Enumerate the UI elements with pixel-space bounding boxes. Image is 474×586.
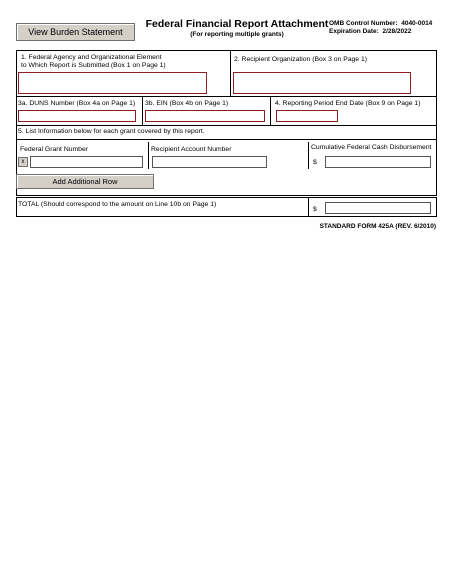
- ein-label: 3b. EIN (Box 4b on Page 1): [145, 100, 229, 107]
- agency-label-line2: to Which Report is Submitted (Box 1 on Page 1): [21, 62, 166, 69]
- column-header-grant-number: Federal Grant Number: [20, 146, 88, 153]
- recipient-org-label: 2. Recipient Organization (Box 3 on Page 1): [234, 56, 367, 63]
- total-amount-field[interactable]: [325, 202, 431, 214]
- reporting-period-label: 4. Reporting Period End Date (Box 9 on Page 1): [275, 100, 421, 107]
- column-header-account-number: Recipient Account Number: [151, 146, 232, 153]
- column-header-cumulative-disbursement: Cumulative Federal Cash Disbursement: [311, 144, 432, 151]
- grant-list-intro: 5. List Information below for each grant covered by this report.: [18, 128, 205, 135]
- form-title: Federal Financial Report Attachment: [145, 18, 329, 30]
- reporting-period-field[interactable]: [276, 110, 338, 122]
- form-subtitle: (For reporting multiple grants): [190, 31, 284, 38]
- account-number-field[interactable]: [152, 156, 267, 168]
- cumulative-currency-symbol: $: [313, 159, 317, 166]
- add-additional-row-button[interactable]: Add Additional Row: [16, 174, 154, 189]
- omb-control-number: OMB Control Number: 4040-0014: [329, 20, 433, 27]
- agency-label-line1: 1. Federal Agency and Organizational Element: [21, 54, 162, 61]
- recipient-org-field[interactable]: [233, 72, 411, 94]
- view-burden-statement-button[interactable]: View Burden Statement: [16, 23, 135, 41]
- grant-number-field[interactable]: [30, 156, 143, 168]
- omb-info: [329, 20, 432, 36]
- expiration-date: Expiration Date: 2/28/2022: [329, 28, 412, 35]
- duns-field[interactable]: [18, 110, 136, 122]
- cumulative-disbursement-field[interactable]: [325, 156, 431, 168]
- agency-field[interactable]: [18, 72, 207, 94]
- total-label: TOTAL (Should correspond to the amount on Line 10b on Page 1): [18, 201, 217, 208]
- ein-field[interactable]: [145, 110, 265, 122]
- delete-row-button[interactable]: x: [18, 157, 28, 167]
- total-currency-symbol: $: [313, 206, 317, 213]
- duns-label: 3a. DUNS Number (Box 4a on Page 1): [18, 100, 136, 107]
- form-identifier: STANDARD FORM 425A (REV. 6/2010): [319, 223, 436, 230]
